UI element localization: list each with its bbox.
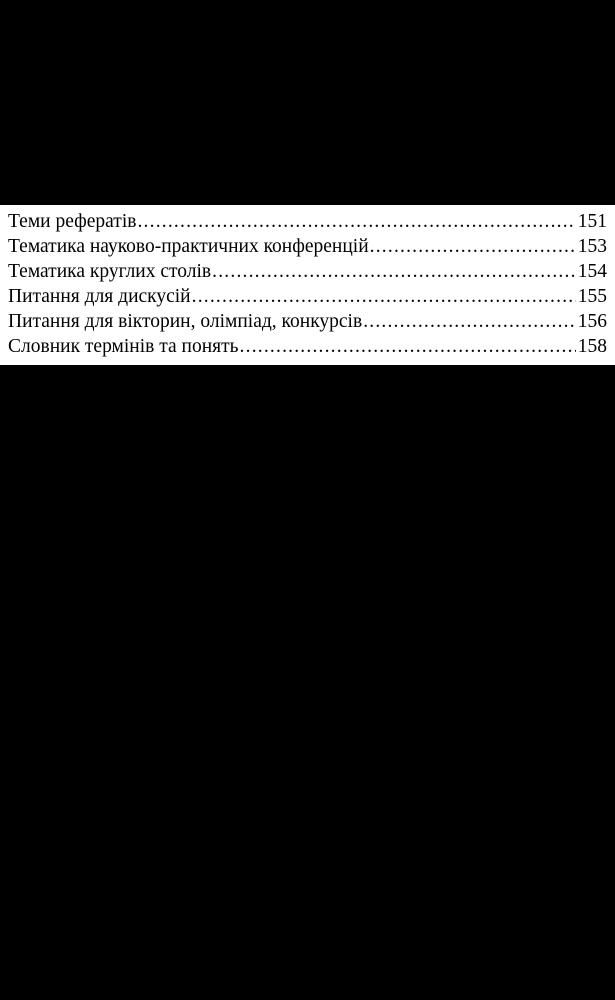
toc-entry-title: Питання для дискусій: [8, 286, 191, 307]
toc-entry-title: Тематика науково-практичних конференцій: [8, 236, 369, 257]
toc-entry-title: Тематика круглих столів: [8, 261, 212, 282]
toc-entry-title: Словник термінів та понять: [8, 336, 239, 357]
toc-entry-page: 153: [577, 236, 607, 257]
list-item[interactable]: [8, 209, 607, 234]
toc-entry-page: 156: [577, 311, 607, 332]
toc-entry-page: 158: [577, 336, 607, 357]
toc-leader-dots: [240, 334, 576, 359]
toc-leader-dots: [363, 309, 576, 334]
toc-entry-page: 155: [577, 286, 607, 307]
table-of-contents: [0, 205, 615, 365]
toc-leader-dots: [192, 284, 576, 309]
toc-leader-dots: [137, 209, 576, 234]
toc-entry-title: Питання для вікторин, олімпіад, конкурсів: [8, 311, 363, 332]
list-item[interactable]: [8, 284, 607, 309]
list-item[interactable]: [8, 334, 607, 359]
toc-entry-title: Теми рефератів: [8, 211, 137, 232]
toc-entry-page: 151: [577, 211, 607, 232]
list-item[interactable]: [8, 309, 607, 334]
toc-leader-dots: [370, 234, 576, 259]
list-item[interactable]: [8, 234, 607, 259]
toc-entry-page: 154: [577, 261, 607, 282]
toc-leader-dots: [212, 259, 576, 284]
list-item[interactable]: [8, 259, 607, 284]
